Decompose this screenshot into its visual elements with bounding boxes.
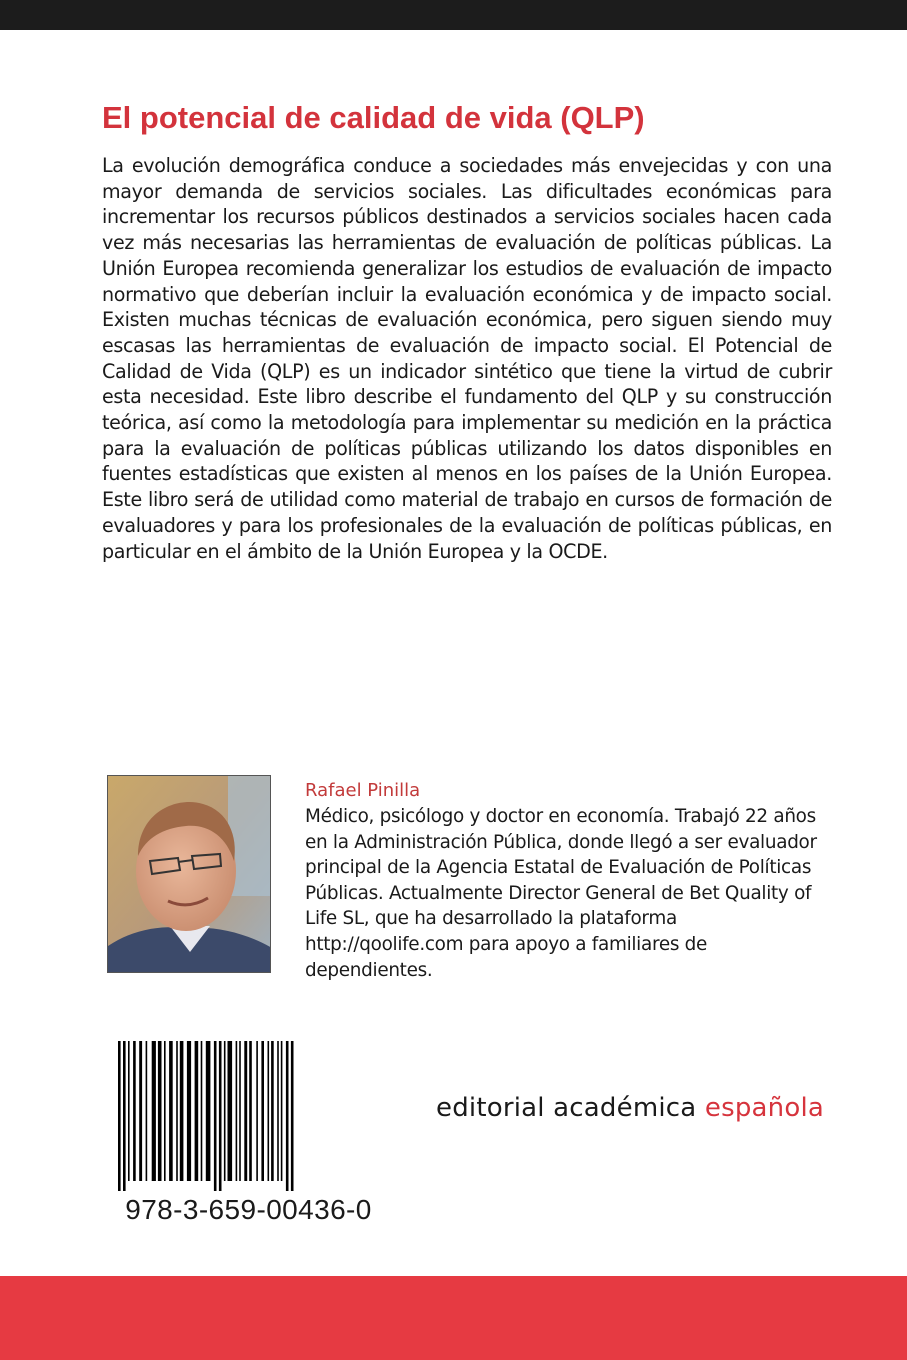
barcode-bar <box>214 1041 217 1191</box>
barcode-bar <box>139 1041 142 1181</box>
publisher-name-part1: editorial académica <box>436 1093 705 1123</box>
top-dark-bar <box>0 0 907 30</box>
book-title: El potencial de calidad de vida (QLP) <box>102 100 645 135</box>
barcode-bar <box>261 1041 264 1181</box>
isbn-barcode <box>116 1041 381 1191</box>
barcode-bar <box>152 1041 156 1181</box>
barcode-bar <box>291 1041 294 1191</box>
barcode-bar <box>123 1041 126 1191</box>
author-bio: Médico, psicólogo y doctor en economía. Trabajó 22 años en la Administración Pública, donde llegó a ser evaluador principal de la Agencia Estatal de Evaluación de Políticas Públicas. Actualmente Director General de Bet Quality of Life SL, que ha desarrollado la plataforma http://qoolife.com para apoyo a familiares de dependientes. <box>305 806 817 981</box>
isbn-number: 978-3-659-00436-0 <box>125 1194 372 1225</box>
barcode-bar <box>195 1041 199 1181</box>
publisher-name-part2: española <box>704 1093 824 1123</box>
book-synopsis: La evolución demográfica conduce a sociedades más envejecidas y con una mayor demanda de servicios sociales. Las dificultades económicas para incrementar los recursos públicos destinados a servicios sociales hacen cada vez más necesarias las herramientas de evaluación de políticas públicas. La Unión Europea recomienda generalizar los estudios de evaluación de impacto normativo que deberían incluir la evaluación económica y de impacto social. Existen muchas técnicas de evaluación económica, pero siguen siendo muy escasas las herramientas de evaluación de impacto social. El Potencial de Calidad de Vida (QLP) es un indicador sintético que tiene la virtud de cubrir esta necesidad. Este libro describe el fundamento del QLP y su construcción teórica, así como la metodología para implementar su medición en la práctica para la evaluación de políticas públicas utilizando los datos disponibles en fuentes estadísticas que existen al menos en los países de la Unión Europea. Este libro será de utilidad como material de trabajo en cursos de formación de evaluadores y para los profesionales de la evaluación de políticas públicas, en particular en el ámbito de la Unión Europea y la OCDE. <box>102 154 832 563</box>
bottom-red-band <box>0 1276 907 1360</box>
barcode-bar <box>281 1041 283 1181</box>
barcode-bar <box>228 1041 233 1181</box>
barcode-bar <box>133 1041 136 1181</box>
barcode-bar <box>286 1041 289 1191</box>
barcode-bar <box>187 1041 191 1181</box>
barcode-bar <box>239 1041 241 1181</box>
barcode-bar <box>268 1041 270 1181</box>
barcode-bar <box>164 1041 166 1181</box>
barcode-bar <box>201 1041 203 1181</box>
publisher-name <box>436 1093 824 1123</box>
author-portrait-icon <box>108 776 271 973</box>
barcode-bar <box>118 1041 121 1191</box>
barcode-bar <box>271 1041 274 1181</box>
barcode-bar <box>206 1041 211 1181</box>
barcode-bar <box>277 1041 279 1181</box>
barcode-bar <box>180 1041 184 1181</box>
barcode-bar <box>256 1041 258 1181</box>
author-photo <box>107 775 271 973</box>
barcode-bar <box>219 1041 222 1191</box>
barcode-bar <box>128 1041 130 1181</box>
barcode-bar <box>169 1041 173 1181</box>
barcode-bar <box>224 1041 226 1181</box>
barcode-bar <box>176 1041 178 1181</box>
barcode-bar <box>236 1041 238 1181</box>
barcode-bar <box>158 1041 162 1181</box>
barcode-bar <box>146 1041 148 1181</box>
author-name: Rafael Pinilla <box>305 780 421 801</box>
barcode-bar <box>244 1041 247 1181</box>
barcode-bar <box>249 1041 252 1181</box>
